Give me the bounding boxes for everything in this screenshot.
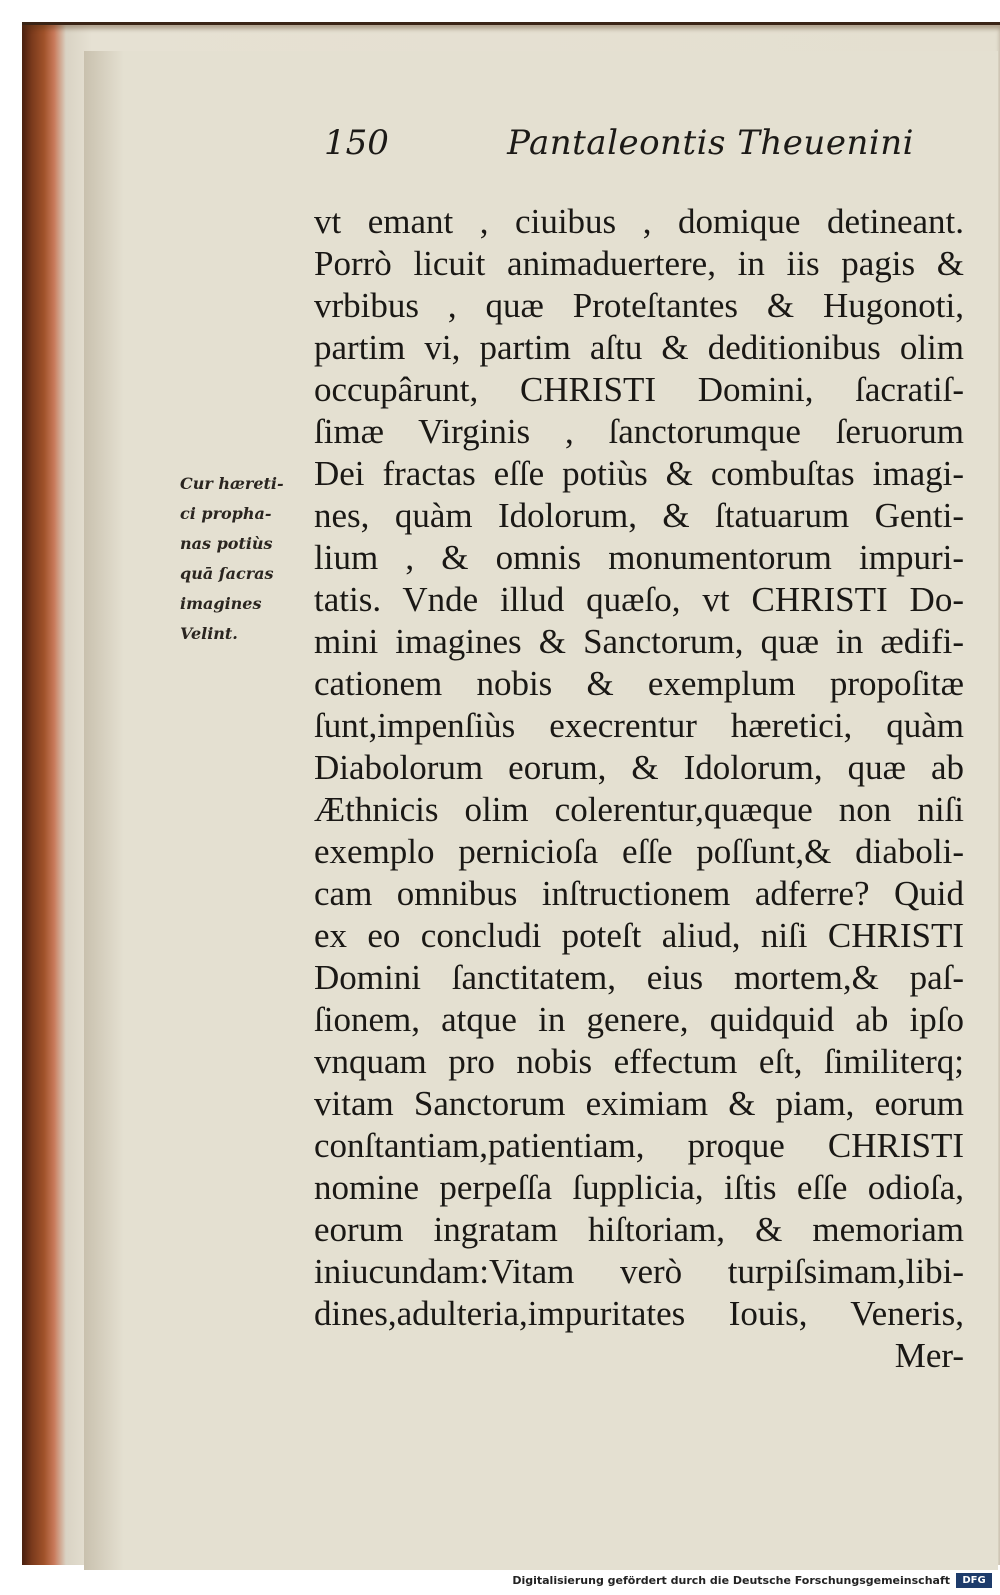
text-line: ſimæ Virginis , ſanctorumque ſeruorum [314,412,964,451]
footer-bar [0,1570,1000,1595]
text-line: Diabolorum eorum, & Idolorum, quæ ab [314,748,964,787]
text-line: vnquam pro nobis effectum eſt, ſimiliterq; [314,1042,964,1081]
text-line: tatis. Vnde illud quæſo, vt CHRISTI Do- [314,580,964,619]
book-page [84,51,998,1591]
text-line: Domini ſanctitatem, eius mortem,& paſ- [314,958,964,997]
text-line: lium , & omnis monumentorum impuri- [314,538,964,577]
text-line: ex eo concludi poteſt aliud, niſi CHRISTI [314,916,964,955]
marginal-note [180,469,300,649]
running-head [324,123,914,183]
body-text [314,201,964,1377]
text-line: vitam Sanctorum eximiam & piam, eorum [314,1084,964,1123]
text-line: cationem nobis & exemplum propoſitæ [314,664,964,703]
text-line: Porrò licuit animaduertere, in iis pagis & [314,244,964,283]
running-title: Pantaleontis Theuenini [507,123,914,163]
dfg-logo: DFG [956,1573,992,1588]
text-line: occupârunt, CHRISTI Domini, ſacratiſ- [314,370,964,409]
book-scan [22,22,1000,1565]
text-line: Mer- [894,1336,964,1375]
text-line: ſionem, atque in genere, quidquid ab ipſo [314,1000,964,1039]
text-line: partim vi, partim aſtu & deditionibus olim [314,328,964,367]
marginal-note-line: imagines [180,594,262,613]
text-line: iniucundam:Vitam verò turpiſsimam,libi- [314,1252,964,1291]
text-line: dines,adulteria,impuritates Iouis, Veneris, [314,1294,964,1333]
funding-credit: Digitalisierung gefördert durch die Deutsche Forschungsgemeinschaft [512,1574,950,1587]
text-line: conſtantiam,patientiam, proque CHRISTI [314,1126,964,1165]
text-line: nes, quàm Idolorum, & ſtatuarum Genti- [314,496,964,535]
marginal-note-line: ci propha- [180,504,272,523]
text-line: eorum ingratam hiſtoriam, & memoriam [314,1210,964,1249]
marginal-note-line: Velint. [180,624,238,643]
text-line: vt emant , ciuibus , domique detineant. [314,202,964,241]
text-line: Dei fractas eſſe potiùs & combuſtas imagi- [314,454,964,493]
text-line: cam omnibus inſtructionem adferre? Quid [314,874,964,913]
text-line: mini imagines & Sanctorum, quæ in ædifi- [314,622,964,661]
text-line: exemplo pernicioſa eſſe poſſunt,& diaboli- [314,832,964,871]
text-line: vrbibus , quæ Proteſtantes & Hugonoti, [314,286,964,325]
marginal-note-line: quā ſacras [180,564,274,583]
text-line: ſunt,impenſiùs execrentur hæretici, quàm [314,706,964,745]
page-number: 150 [324,123,389,163]
text-line: nomine perpeſſa ſupplicia, iſtis eſſe odioſa, [314,1168,964,1207]
text-line: Æthnicis olim colerentur,quæque non niſi [314,790,964,829]
marginal-note-line: Cur hæreti- [180,474,284,493]
gutter-shadow [84,51,124,1591]
marginal-note-line: nas potiùs [180,534,273,553]
